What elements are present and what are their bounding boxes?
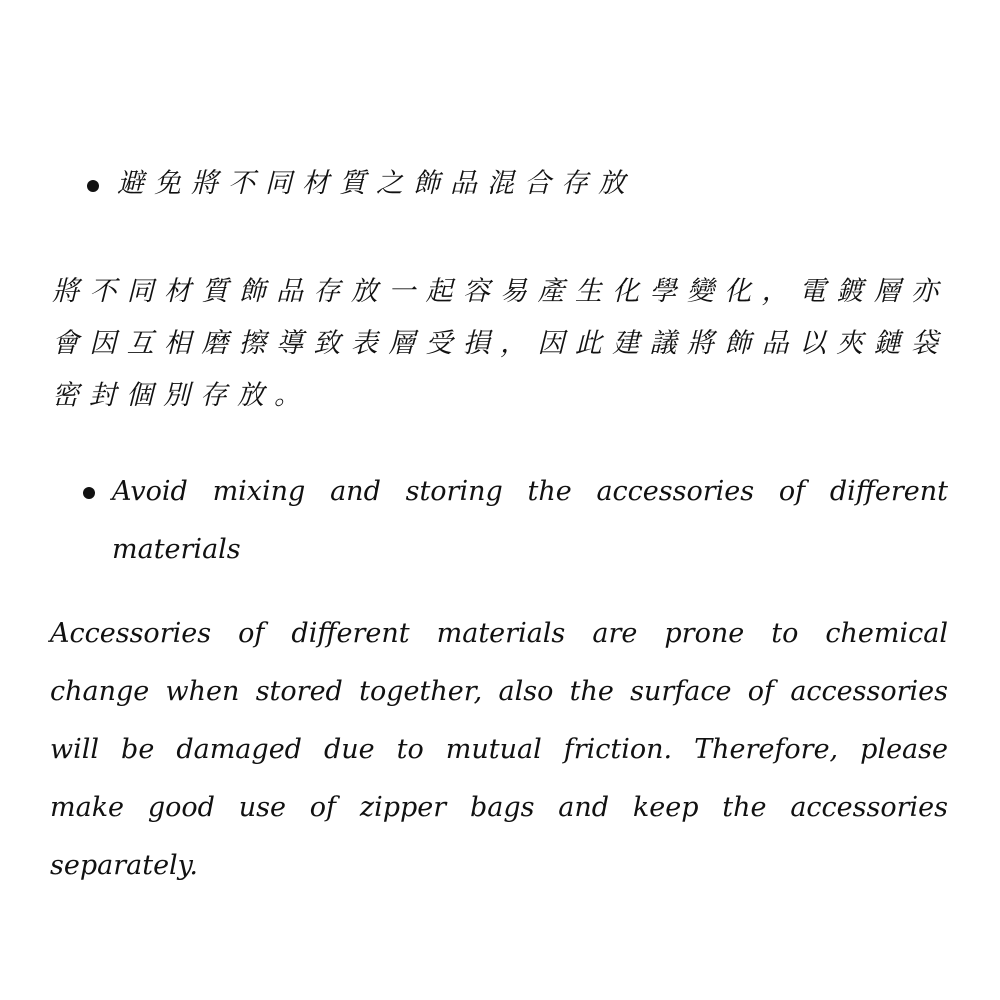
zh-heading-bullet-item <box>87 166 635 202</box>
en-heading-bullet-item <box>83 474 948 579</box>
zh-heading: 避免將不同材質之飾品混合存放 <box>117 168 635 199</box>
en-paragraph: Accessories of different materials are prone to chemical change when stored together, also the surface of accessories will be damaged due to mutual friction. Therefore, please make good use of zipper bags and keep the accessories separately. <box>50 618 948 881</box>
bullet-icon <box>83 487 95 499</box>
bullet-icon <box>87 180 99 192</box>
en-heading: Avoid mixing and storing the accessories of different materials <box>112 476 948 565</box>
zh-paragraph: 將不同材質飾品存放一起容易產生化學變化，電鍍層亦會因互相磨擦導致表層受損，因此建議將飾品以夾鏈袋密封個別存放。 <box>52 276 948 411</box>
